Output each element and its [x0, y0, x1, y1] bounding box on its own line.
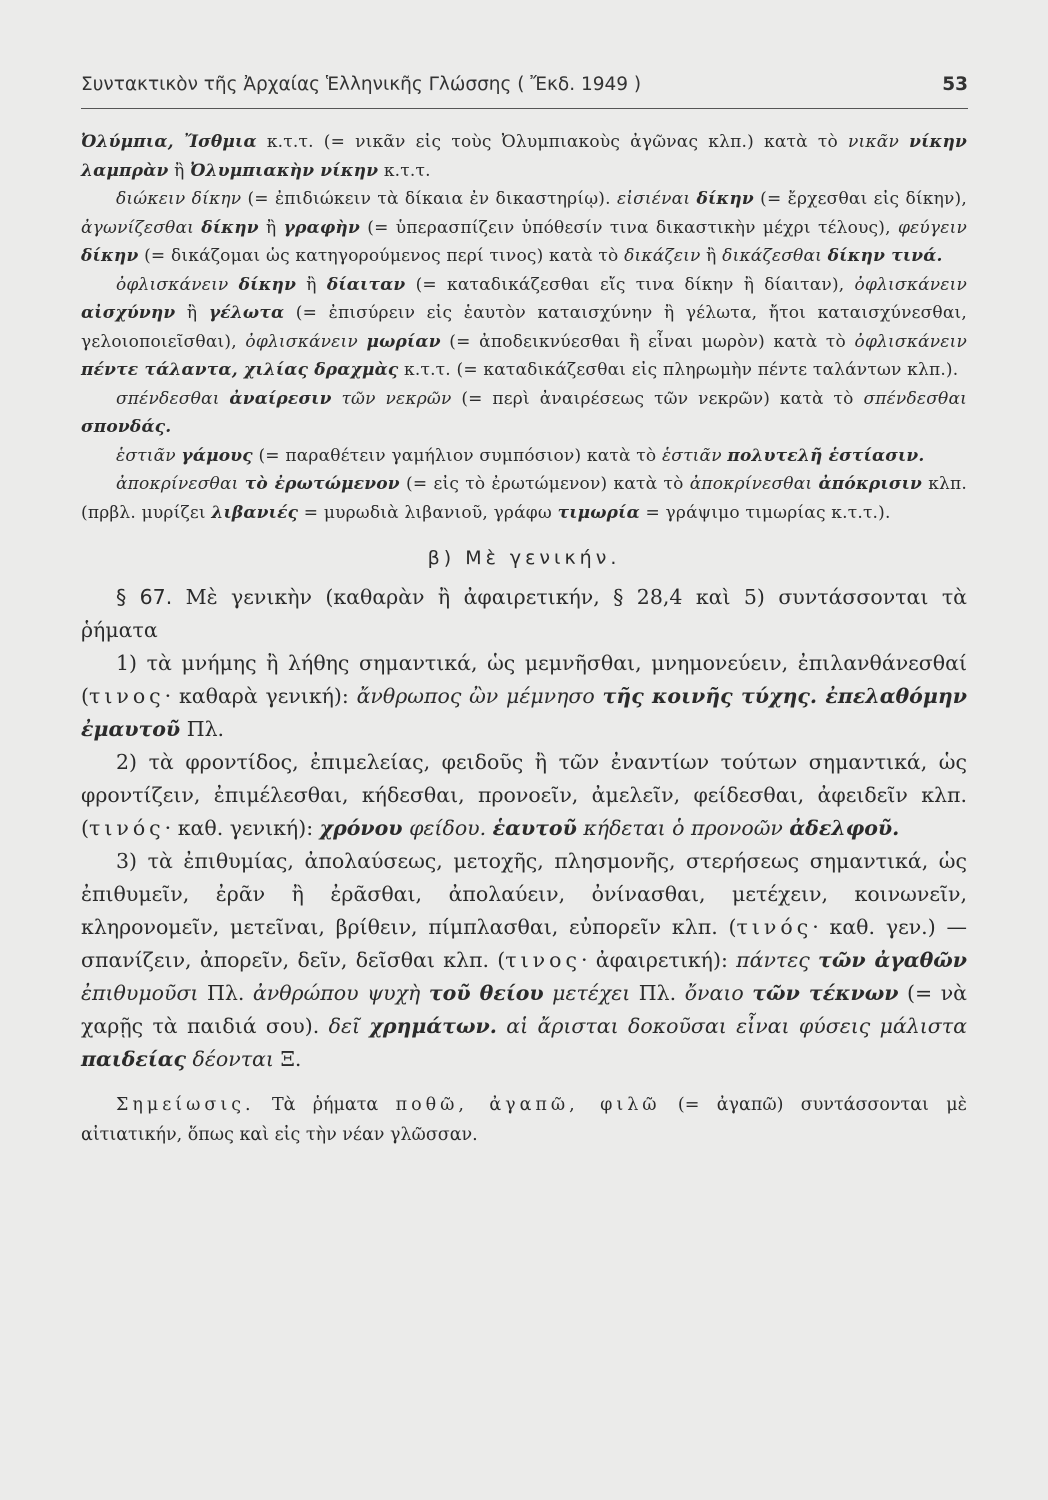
examples-block — [81, 128, 967, 527]
paragraph-hestian: ἑστιᾶν γάμους (= παραθέτειν γαμήλιον συμπόσιον) κατὰ τὸ ἑστιᾶν πολυτελῆ ἑστίασιν. — [116, 445, 925, 466]
paragraph-diokein: διώκειν δίκην (= ἐπιδιώκειν τὰ δίκαια ἐν δικαστηρίῳ). εἰσιέναι δίκην (= ἔρχεσθαι εἰς δίκην), ἀγωνίζεσθαι δίκην ἢ γραφὴν (= ὑπερασπίζειν ὑπόθεσίν τινα δικαστικὴν μέχρι τέλους), φεύγειν δίκην (= δικάζομαι ὡς κατηγορούμενος περί τινος) κατὰ τὸ δικάζειν ἢ δικάζεσθαι δίκην τινά. — [81, 189, 967, 266]
paragraph-apokrinesthai: ἀποκρίνεσθαι τὸ ἐρωτώμενον (= εἰς τὸ ἐρωτώμενον) κατὰ τὸ ἀποκρίνεσθαι ἀπόκρισιν κλπ. (πρβλ. μυρίζει λιβανιές = μυρωδιὰ λιβανιοῦ, γράφω τιμωρία = γράψιμο τιμωρίας κ.τ.τ.). — [81, 474, 967, 523]
paragraph-olympia: Ὀλύμπια, Ἴσθμια κ.τ.τ. (= νικᾶν εἰς τοὺς Ὀλυμπιακοὺς ἀγῶνας κλπ.) κατὰ τὸ νικᾶν νίκην λαμπρὰν ἢ Ὀλυμπιακὴν νίκην κ.τ.τ. — [81, 132, 967, 181]
subheading: β) Μὲ γενικήν. — [427, 547, 621, 569]
page-body — [81, 128, 967, 1150]
header-title: Συντακτικὸν τῆς Ἀρχαίας Ἑλληνικῆς Γλώσσης ( Ἔκδ. 1949 ) — [81, 74, 642, 95]
page-number: 53 — [942, 74, 968, 95]
note-block — [81, 1090, 967, 1150]
item-3: 3) τὰ ἐπιθυμίας, ἀπολαύσεως, μετοχῆς, πλησμονῆς, στερήσεως σημαντικά, ὡς ἐπιθυμεῖν, ἐρᾶν ἢ ἐρᾶσθαι, ἀπολαύειν, ὀνίνασθαι, μετέχειν, κοινωνεῖν, κληρονομεῖν, μετεῖναι, βρίθειν, πίμπλασθαι, εὐπορεῖν κλπ. (τινός· καθ. γεν.) — σπανίζειν, ἀπορεῖν, δεῖν, δεῖσθαι κλπ. (τινος· ἀφαιρετική): πάντες τῶν ἀγαθῶν ἐπιθυμοῦσι Πλ. ἀνθρώπου ψυχὴ τοῦ θείου μετέχει Πλ. ὄναιο τῶν τέκνων (= νὰ χαρῇς τὰ παιδιά σου). δεῖ χρημάτων. αἱ ἄρισται δοκοῦσαι εἶναι φύσεις μάλιστα παιδείας δέονται Ξ. — [81, 849, 968, 1071]
section-67-intro: § 67. Μὲ γενικὴν (καθαρὰν ἢ ἀφαιρετικήν, § 28,4 καὶ 5) συντάσσονται τὰ ῥήματα — [81, 585, 968, 642]
item-1: 1) τὰ μνήμης ἢ λήθης σημαντικά, ὡς μεμνῆσθαι, μνημονεύειν, ἐπιλανθάνεσθαί (τινος· καθαρὰ γενική): ἄνθρωπος ὢν μέμνησο τῆς κοινῆς τύχης. ἐπελαθόμην ἐμαυτοῦ Πλ. — [81, 651, 967, 741]
section-67 — [81, 581, 967, 1076]
paragraph-spendesthai: σπένδεσθαι ἀναίρεσιν τῶν νεκρῶν (= περὶ ἀναιρέσεως τῶν νεκρῶν) κατὰ τὸ σπένδεσθαι σπονδάς. — [81, 388, 968, 437]
item-2: 2) τὰ φροντίδος, ἐπιμελείας, φειδοῦς ἢ τῶν ἐναντίων τούτων σημαντικά, ὡς φροντίζειν, ἐπιμέλεσθαι, κήδεσθαι, προνοεῖν, ἀμελεῖν, φείδεσθαι, ἀφειδεῖν κλπ. (τινός· καθ. γενική): χρόνου φείδου. ἑαυτοῦ κήδεται ὁ προνοῶν ἀδελφοῦ. — [81, 750, 967, 840]
paragraph-ophliskanein: ὀφλισκάνειν δίκην ἢ δίαιταν (= καταδικάζεσθαι εἴς τινα δίκην ἢ δίαιταν), ὀφλισκάνειν αἰσχύνην ἢ γέλωτα (= ἐπισύρειν εἰς ἑαυτὸν καταισχύνην ἢ γέλωτα, ἤτοι καταισχύνεσθαι, γελοιοποιεῖσθαι), ὀφλισκάνειν μωρίαν (= ἀποδεικνύεσθαι ἢ εἶναι μωρὸν) κατὰ τὸ ὀφλισκάνειν πέντε τάλαντα, χιλίας δραχμὰς κ.τ.τ. (= καταδικάζεσθαι εἰς πληρωμὴν πέντε ταλάντων κλπ.). — [81, 274, 968, 380]
running-header — [81, 74, 968, 109]
note-paragraph: Σημείωσις. Τὰ ῥήματα ποθῶ, ἀγαπῶ, φιλῶ (= ἀγαπῶ) συντάσσονται μὲ αἰτιατικήν, ὅπως καὶ εἰς τὴν νέαν γλῶσσαν. — [81, 1095, 967, 1145]
